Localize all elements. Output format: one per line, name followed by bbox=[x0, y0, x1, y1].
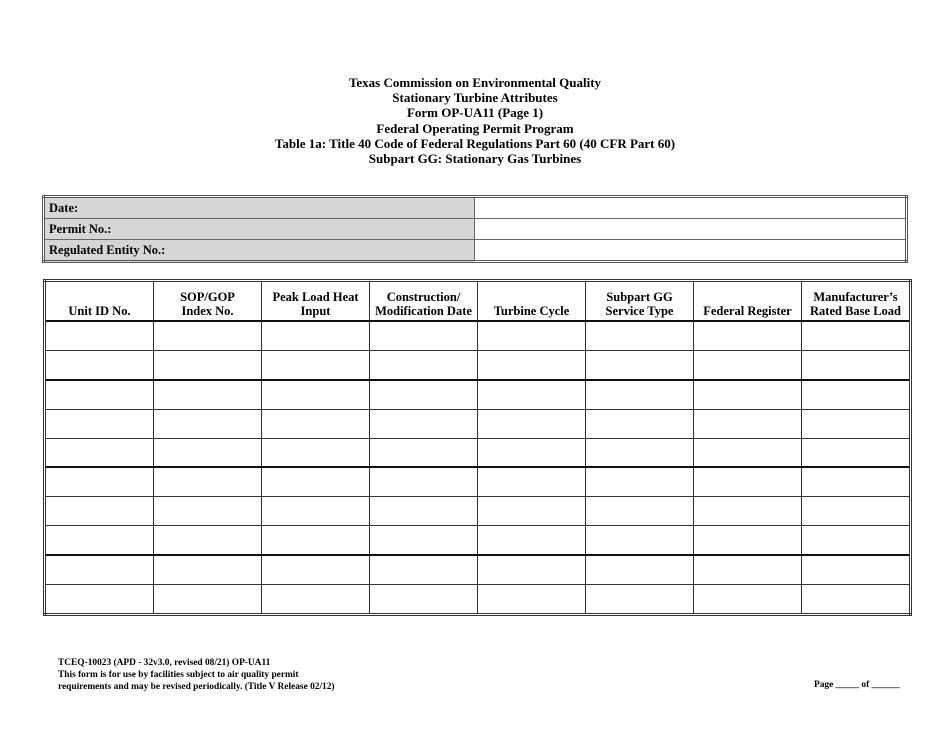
cell-peak-load-heat-input[interactable] bbox=[262, 555, 370, 584]
column-header-row bbox=[45, 281, 911, 322]
cell-rated-base-load[interactable] bbox=[802, 350, 911, 379]
cell-construction-date[interactable] bbox=[370, 409, 478, 438]
cell-unit-id[interactable] bbox=[45, 409, 154, 438]
cell-construction-date[interactable] bbox=[370, 380, 478, 409]
cell-rated-base-load[interactable] bbox=[802, 380, 911, 409]
cell-unit-id[interactable] bbox=[45, 321, 154, 350]
cell-construction-date[interactable] bbox=[370, 321, 478, 350]
subpart-title: Subpart GG: Stationary Gas Turbines bbox=[368, 151, 582, 167]
cell-federal-register[interactable] bbox=[694, 467, 802, 496]
col-header-turbine-cycle: Turbine Cycle bbox=[478, 281, 586, 322]
table-row bbox=[45, 497, 911, 526]
cell-sop-gop-index[interactable] bbox=[154, 467, 262, 496]
page-number: Page _____ of ______ bbox=[814, 680, 900, 690]
col-header-federal-register: Federal Register bbox=[694, 281, 802, 322]
cell-construction-date[interactable] bbox=[370, 438, 478, 467]
col-header-service-type: Subpart GG Service Type bbox=[586, 281, 694, 322]
table-row bbox=[45, 438, 911, 467]
cell-turbine-cycle[interactable] bbox=[478, 467, 586, 496]
usage-note-1: This form is for use by facilities subject to air quality permit bbox=[58, 670, 299, 680]
cell-turbine-cycle[interactable] bbox=[478, 497, 586, 526]
permit-row bbox=[44, 219, 907, 240]
cell-federal-register[interactable] bbox=[694, 350, 802, 379]
cell-construction-date[interactable] bbox=[370, 350, 478, 379]
cell-rated-base-load[interactable] bbox=[802, 497, 911, 526]
cell-construction-date[interactable] bbox=[370, 497, 478, 526]
cell-federal-register[interactable] bbox=[694, 380, 802, 409]
cell-peak-load-heat-input[interactable] bbox=[262, 526, 370, 555]
cell-service-type[interactable] bbox=[586, 409, 694, 438]
cell-peak-load-heat-input[interactable] bbox=[262, 585, 370, 615]
cell-turbine-cycle[interactable] bbox=[478, 409, 586, 438]
table-row bbox=[45, 380, 911, 409]
cell-federal-register[interactable] bbox=[694, 497, 802, 526]
cell-construction-date[interactable] bbox=[370, 526, 478, 555]
cell-peak-load-heat-input[interactable] bbox=[262, 438, 370, 467]
cell-sop-gop-index[interactable] bbox=[154, 526, 262, 555]
cell-turbine-cycle[interactable] bbox=[478, 350, 586, 379]
table-row bbox=[45, 585, 911, 615]
cell-rated-base-load[interactable] bbox=[802, 555, 911, 584]
cell-construction-date[interactable] bbox=[370, 555, 478, 584]
cell-peak-load-heat-input[interactable] bbox=[262, 350, 370, 379]
cell-peak-load-heat-input[interactable] bbox=[262, 409, 370, 438]
agency-title: Texas Commission on Environmental Quality bbox=[348, 75, 602, 90]
entity-row bbox=[44, 240, 907, 262]
col-header-peak-load-heat-input: Peak Load Heat Input bbox=[262, 281, 370, 322]
cell-peak-load-heat-input[interactable] bbox=[262, 321, 370, 350]
cell-rated-base-load[interactable] bbox=[802, 585, 911, 615]
table-row bbox=[45, 350, 911, 379]
form-number: Form OP-UA11 (Page 1) bbox=[406, 105, 544, 121]
cell-peak-load-heat-input[interactable] bbox=[262, 467, 370, 496]
cell-sop-gop-index[interactable] bbox=[154, 409, 262, 438]
cell-federal-register[interactable] bbox=[694, 555, 802, 584]
entity-field[interactable] bbox=[475, 240, 907, 262]
cell-unit-id[interactable] bbox=[45, 438, 154, 467]
cell-service-type[interactable] bbox=[586, 438, 694, 467]
cell-sop-gop-index[interactable] bbox=[154, 438, 262, 467]
form-header bbox=[0, 75, 950, 166]
cell-service-type[interactable] bbox=[586, 585, 694, 615]
table-row bbox=[45, 467, 911, 496]
form-subject: Stationary Turbine Attributes bbox=[392, 90, 558, 106]
cell-service-type[interactable] bbox=[586, 350, 694, 379]
cell-rated-base-load[interactable] bbox=[802, 526, 911, 555]
cell-construction-date[interactable] bbox=[370, 467, 478, 496]
col-header-rated-base-load: Manufacturer’s Rated Base Load bbox=[802, 281, 911, 322]
cell-rated-base-load[interactable] bbox=[802, 467, 911, 496]
cell-turbine-cycle[interactable] bbox=[478, 380, 586, 409]
identification-table bbox=[42, 195, 908, 263]
cell-rated-base-load[interactable] bbox=[802, 438, 911, 467]
cell-unit-id[interactable] bbox=[45, 526, 154, 555]
table-row bbox=[45, 526, 911, 555]
date-field[interactable] bbox=[475, 197, 907, 219]
cell-service-type[interactable] bbox=[586, 321, 694, 350]
cell-sop-gop-index[interactable] bbox=[154, 380, 262, 409]
form-revision: TCEQ-10023 (APD - 32v3.0, revised 08/21) OP-UA11 bbox=[58, 658, 271, 668]
cell-unit-id[interactable] bbox=[45, 497, 154, 526]
cell-peak-load-heat-input[interactable] bbox=[262, 380, 370, 409]
cell-sop-gop-index[interactable] bbox=[154, 555, 262, 584]
cell-unit-id[interactable] bbox=[45, 350, 154, 379]
cell-federal-register[interactable] bbox=[694, 321, 802, 350]
cell-unit-id[interactable] bbox=[45, 555, 154, 584]
cell-unit-id[interactable] bbox=[45, 467, 154, 496]
cell-turbine-cycle[interactable] bbox=[478, 555, 586, 584]
turbine-attributes-table bbox=[43, 279, 912, 616]
cell-turbine-cycle[interactable] bbox=[478, 585, 586, 615]
usage-note-2: requirements and may be revised periodically. (Title V Release 02/12) bbox=[58, 682, 335, 692]
cell-service-type[interactable] bbox=[586, 467, 694, 496]
table-row bbox=[45, 321, 911, 350]
col-header-unit-id: Unit ID No. bbox=[45, 281, 154, 322]
cell-peak-load-heat-input[interactable] bbox=[262, 497, 370, 526]
cell-federal-register[interactable] bbox=[694, 585, 802, 615]
permit-label: Permit No.: bbox=[44, 219, 475, 240]
cell-turbine-cycle[interactable] bbox=[478, 321, 586, 350]
table-row bbox=[45, 555, 911, 584]
table-body bbox=[45, 321, 911, 614]
entity-label: Regulated Entity No.: bbox=[44, 240, 475, 262]
cell-unit-id[interactable] bbox=[45, 585, 154, 615]
col-header-construction-date: Construction/ Modification Date bbox=[370, 281, 478, 322]
permit-field[interactable] bbox=[475, 219, 907, 240]
cell-turbine-cycle[interactable] bbox=[478, 438, 586, 467]
date-row bbox=[44, 197, 907, 219]
form-footer bbox=[58, 657, 335, 693]
cell-unit-id[interactable] bbox=[45, 380, 154, 409]
cell-construction-date[interactable] bbox=[370, 585, 478, 615]
col-header-sop-gop-index: SOP/GOP Index No. bbox=[154, 281, 262, 322]
cell-service-type[interactable] bbox=[586, 497, 694, 526]
table-title: Table 1a: Title 40 Code of Federal Regulations Part 60 (40 CFR Part 60) bbox=[274, 135, 676, 151]
cell-service-type[interactable] bbox=[586, 526, 694, 555]
cell-federal-register[interactable] bbox=[694, 526, 802, 555]
cell-rated-base-load[interactable] bbox=[802, 409, 911, 438]
cell-sop-gop-index[interactable] bbox=[154, 321, 262, 350]
cell-rated-base-load[interactable] bbox=[802, 321, 911, 350]
cell-turbine-cycle[interactable] bbox=[478, 526, 586, 555]
cell-service-type[interactable] bbox=[586, 380, 694, 409]
program-name: Federal Operating Permit Program bbox=[376, 120, 574, 136]
cell-federal-register[interactable] bbox=[694, 409, 802, 438]
cell-sop-gop-index[interactable] bbox=[154, 497, 262, 526]
date-label: Date: bbox=[44, 197, 475, 219]
cell-federal-register[interactable] bbox=[694, 438, 802, 467]
table-row bbox=[45, 409, 911, 438]
cell-sop-gop-index[interactable] bbox=[154, 350, 262, 379]
cell-sop-gop-index[interactable] bbox=[154, 585, 262, 615]
cell-service-type[interactable] bbox=[586, 555, 694, 584]
